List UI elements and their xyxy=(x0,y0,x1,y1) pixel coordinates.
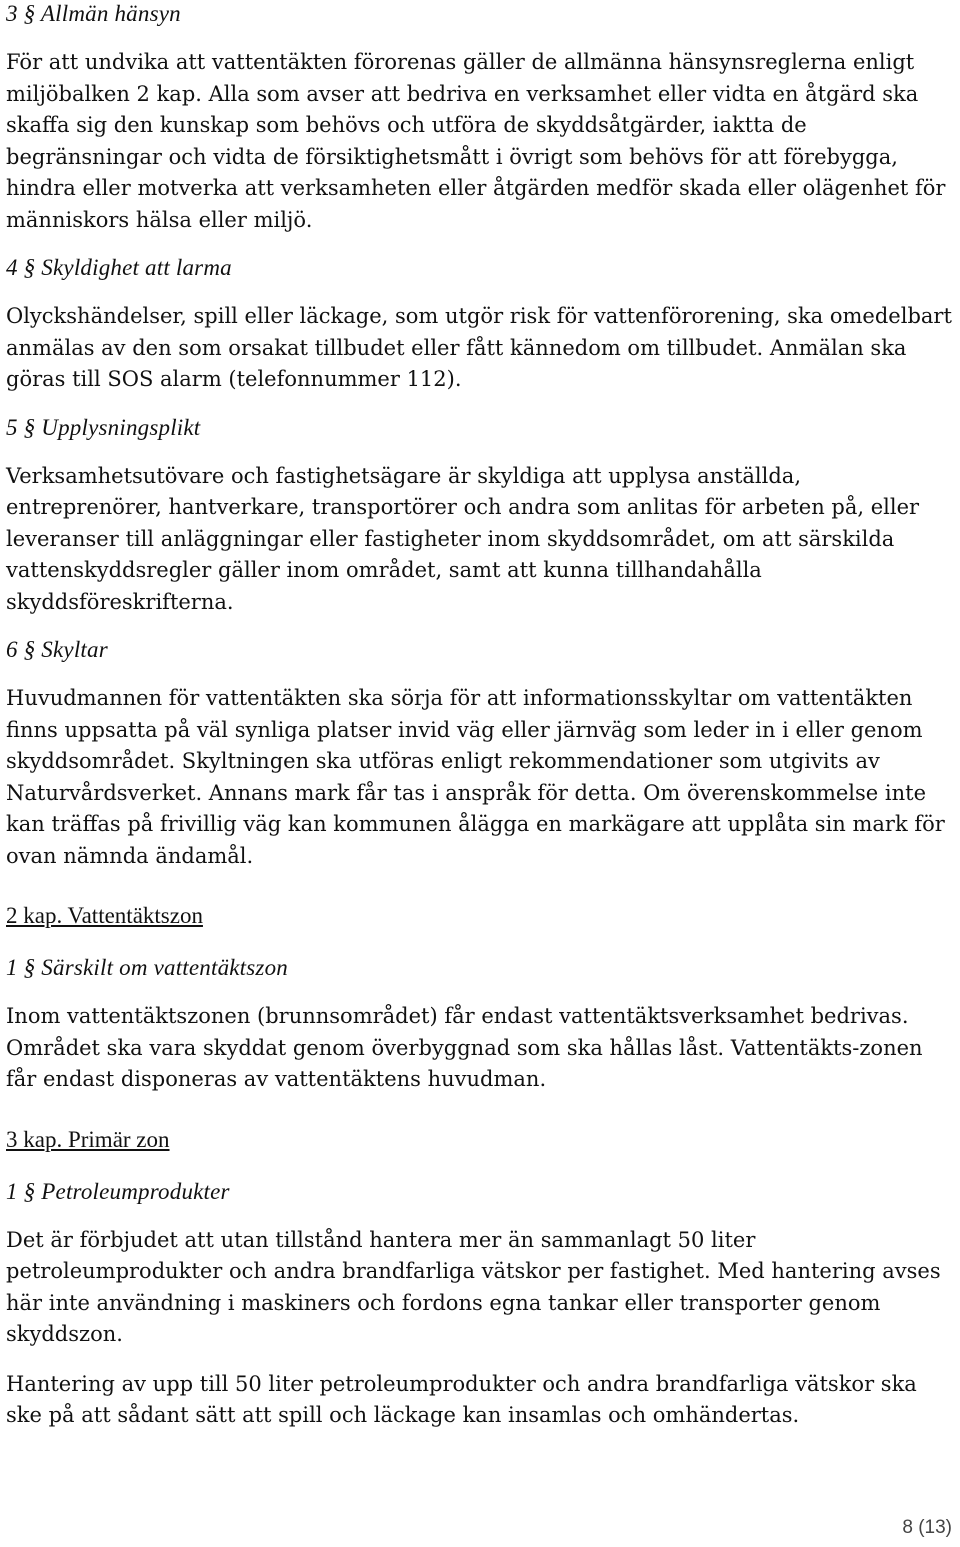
section-heading-sarskilt-om-vattentaktszon: 1 § Särskilt om vattentäktszon xyxy=(6,955,288,980)
section-heading-petroleumprodukter: 1 § Petroleumprodukter xyxy=(6,1178,230,1204)
chapter-title-vattentaktszon: 2 kap. Vattentäktszon xyxy=(6,903,203,928)
chapter-title-primar-zon: 3 kap. Primär zon xyxy=(6,1126,170,1152)
section-paragraph: Det är förbjudet att utan tillstånd hantera mer än sammanlagt 50 liter petroleumprodukter och andra brandfarliga vätskor per fastighet. Med hantering avses här inte användning i maskiners och fordons egna tankar eller transporter genom skyddszon. xyxy=(6,1227,941,1346)
section-paragraph: Verksamhetsutövare och fastighetsägare är skyldiga att upplysa anställda, entreprenörer, hantverkare, transportörer och andra som anlitas för arbeten på, eller leveranser till anläggningar eller fastigheter inom skyddsområdet, om att särskilda vattenskyddsregler gäller inom området, samt att kunna tillhandahålla skyddsföreskrifterna. xyxy=(6,463,920,614)
section-paragraph: Inom vattentäktszonen (brunnsområdet) får endast vattentäktsverksamhet bedrivas. Området ska vara skyddat genom överbyggnad som ska hållas låst. Vattentäkts-zonen får endast disponeras av vattentäktens huvudman. xyxy=(6,1004,923,1091)
document-page xyxy=(6,0,954,1454)
section-paragraph: Olyckshändelser, spill eller läckage, som utgör risk för vattenförorening, ska omedelbart anmälas av den som orsakat tillbudet eller fått kännedom om tillbudet. Anmälan ska göras till SOS alarm (telefonnummer 112). xyxy=(6,304,952,391)
section-paragraph: Huvudmannen för vattentäkten ska sörja för att informationsskyltar om vattentäkten finns uppsatta på väl synliga platser invid väg eller järnväg som leder in i eller genom skyddsområdet. Skyltningen ska utföras enligt rekommendationer som utgivits av Naturvårdsverket. Annans mark får tas i anspråk för detta. Om överenskommelse inte kan träffas på frivillig väg kan kommunen ålägga en markägare att upplåta sin mark för ovan nämnda ändamål. xyxy=(6,686,945,868)
section-heading-allman-hansyn: 3 § Allmän hänsyn xyxy=(6,1,181,26)
section-heading-skyltar: 6 § Skyltar xyxy=(6,637,108,662)
section-heading-upplysningsplikt: 5 § Upplysningsplikt xyxy=(6,414,201,440)
section-paragraph: Hantering av upp till 50 liter petroleumprodukter och andra brandfarliga vätskor ska ske på att sådant sätt att spill och läckage kan insamlas och omhändertas. xyxy=(6,1371,917,1427)
page-number: 8 (13) xyxy=(902,1517,952,1538)
section-paragraph: För att undvika att vattentäkten förorenas gäller de allmänna hänsynsreglerna enligt miljöbalken 2 kap. Alla som avser att bedriva en verksamhet eller vidta en åtgärd ska skaffa sig den kunskap som behövs och utföra de skyddsåtgärder, iaktta de begränsningar och vidta de försiktighetsmått i övrigt som behövs för att förebygga, hindra eller motverka att verksamheten eller åtgärden medför skada eller olägenhet för människors hälsa eller miljö. xyxy=(6,50,946,232)
section-heading-skyldighet-att-larma: 4 § Skyldighet att larma xyxy=(6,255,232,280)
